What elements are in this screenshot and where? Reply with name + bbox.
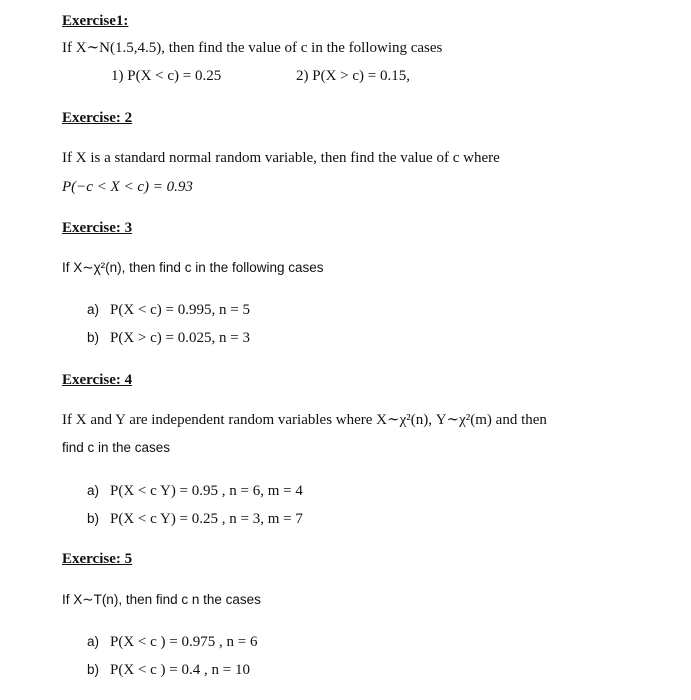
exercise-5-b: P(X < c ) = 0.4 , n = 10 [110,662,250,678]
exercise-4-a-label: a) [87,483,100,498]
exercise-5-a-label: a) [87,634,100,649]
exercise-3-b-label: b) [87,330,100,345]
exercise-2-statement: If X is a standard normal random variable, then find the value of c where [62,150,500,166]
exercise-1-case-1: 1) P(X < c) = 0.25 [111,68,222,84]
exercise-3-b: P(X > c) = 0.025, n = 3 [110,330,250,346]
exercise-4-a: P(X < c Y) = 0.95 , n = 6, m = 4 [110,483,303,499]
exercise-2-heading: Exercise: 2 [62,110,133,126]
exercise-3-statement: If X∼χ²(n), then find c in the following cases [62,260,324,275]
exercise-5-heading: Exercise: 5 [62,551,133,567]
exercise-2-formula: P(−c < X < c) = 0.93 [62,179,193,195]
exercise-1-case-2: 2) P(X > c) = 0.15, [296,68,410,84]
exercise-4-b-label: b) [87,511,100,526]
exercise-3-a-label: a) [87,302,100,317]
exercise-3-a: P(X < c) = 0.995, n = 5 [110,302,250,318]
exercise-3-heading: Exercise: 3 [62,220,133,236]
exercise-1-statement: If X∼N(1.5,4.5), then find the value of c in the following cases [62,40,443,56]
exercise-5-a: P(X < c ) = 0.975 , n = 6 [110,634,258,650]
exercise-5-statement: If X∼T(n), then find c n the cases [62,592,261,607]
exercise-4-heading: Exercise: 4 [62,372,133,388]
exercise-4-statement-2: find c in the cases [62,440,171,455]
exercise-4-b: P(X < c Y) = 0.25 , n = 3, m = 7 [110,511,303,527]
exercise-4-statement-1: If X and Y are independent random variables where X∼χ²(n), Y∼χ²(m) and then [62,412,547,428]
exercise-1-heading: Exercise1: [62,13,129,29]
exercise-5-b-label: b) [87,662,100,677]
